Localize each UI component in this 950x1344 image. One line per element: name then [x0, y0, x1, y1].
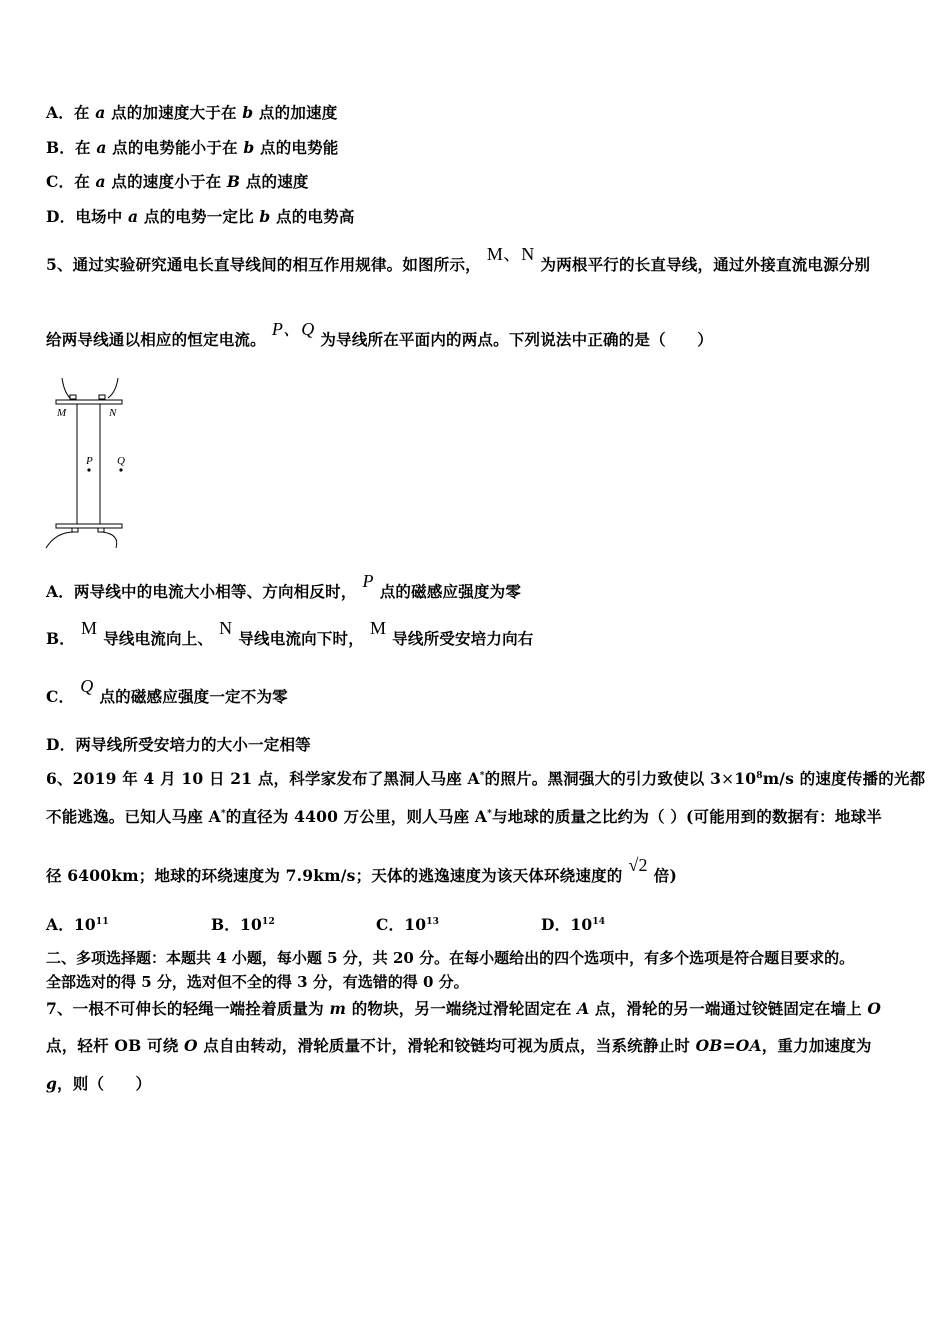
q6-stem-line3: 径 6400km；地球的环绕速度为 7.9km/s；天体的逃逸速度为该天体环绕速度的√2倍)	[46, 855, 677, 885]
section2-heading-line2: 全部选对的得 5 分，选对但不全的得 3 分，有选错的得 0 分。	[46, 973, 469, 991]
parallel-wires-figure	[40, 378, 140, 553]
top-right-lead	[108, 378, 118, 398]
q4-option-b: B．在 a 点的电势能小于在 b 点的电势能	[46, 138, 339, 157]
q6-option-d: D．$10^{14}$	[541, 915, 606, 934]
q6-options	[46, 913, 706, 935]
label-q: Q	[117, 455, 125, 467]
q5-option-a: A．两导线中的电流大小相等、方向相反时，P点的磁感应强度为零	[46, 571, 522, 601]
top-right-clamp	[99, 395, 105, 399]
label-m: M	[57, 407, 67, 419]
q4-option-c: C．在 a 点的速度小于在 B 点的速度	[46, 172, 309, 191]
q4-option-a: A．在 a 点的加速度大于在 b 点的加速度	[46, 103, 338, 122]
q5-option-d: D．两导线所受安培力的大小一定相等	[46, 735, 311, 754]
q7-stem-line2: 点，轻杆 OB 可绕 O 点自由转动，滑轮质量不计，滑轮和铰链均可视为质点，当系统静止时 OB=OA，重力加速度为	[46, 1036, 872, 1055]
label-n: N	[109, 407, 117, 419]
label-p: P	[86, 455, 93, 467]
q5-stem-line2: 给两导线通以相应的恒定电流。P、Q为导线所在平面内的两点。下列说法中正确的是（ ）	[46, 325, 713, 351]
q6-option-b: B．$10^{12}$	[211, 915, 275, 934]
q6-stem-line2: 不能逃逸。已知人马座 A*的直径为 4400 万公里，则人马座 A*与地球的质量之比约为（ ）(可能用到的数据有：地球半	[46, 807, 882, 826]
bottom-right-lead	[102, 532, 117, 548]
bottom-left-lead	[46, 532, 74, 548]
top-bar	[56, 400, 122, 404]
pq-symbol: P、Q	[271, 319, 315, 339]
bottom-right-clamp	[98, 528, 104, 532]
q5-stem-line1: 5、通过实验研究通电长直导线间的相互作用规律。如图所示，M、N为两根平行的长直导线，通过外接直流电源分别	[46, 250, 870, 276]
sqrt-two: √2	[628, 855, 648, 875]
q5-option-b: B．M导线电流向上、N导线电流向下时，M导线所受安培力向右	[46, 618, 534, 648]
bottom-bar	[56, 524, 122, 528]
q7-stem-line3: g，则（ ）	[46, 1074, 152, 1093]
q6-option-c: C．$10^{13}$	[376, 915, 440, 934]
top-left-lead	[62, 378, 70, 398]
bottom-left-clamp	[72, 528, 78, 532]
section2-heading-line1: 二、多项选择题：本题共 4 小题，每小题 5 分，共 20 分。在每小题给出的四个选项中，有多个选项是符合题目要求的。	[46, 949, 855, 967]
q5-option-c: C．Q点的磁感应强度一定不为零	[46, 676, 288, 706]
q6-option-a: A．$10^{11}$	[46, 915, 109, 934]
top-left-clamp	[70, 395, 76, 399]
q6-stem-line1: 6、2019 年 4 月 10 日 21 点，科学家发布了黑洞人马座 A*的照片。黑洞强大的引力致使以 $3\times 10^8m/s$ 的速度传播的光都	[46, 769, 926, 788]
mn-symbol: M、N	[486, 244, 535, 264]
point-p	[87, 468, 90, 471]
q4-option-d: D．电场中 a 点的电势一定比 b 点的电势高	[46, 207, 355, 226]
q7-stem-line1: 7、一根不可伸长的轻绳一端拴着质量为 m 的物块，另一端绕过滑轮固定在 A 点，滑轮的另一端通过铰链固定在墙上 O	[46, 999, 882, 1018]
point-q	[119, 468, 122, 471]
